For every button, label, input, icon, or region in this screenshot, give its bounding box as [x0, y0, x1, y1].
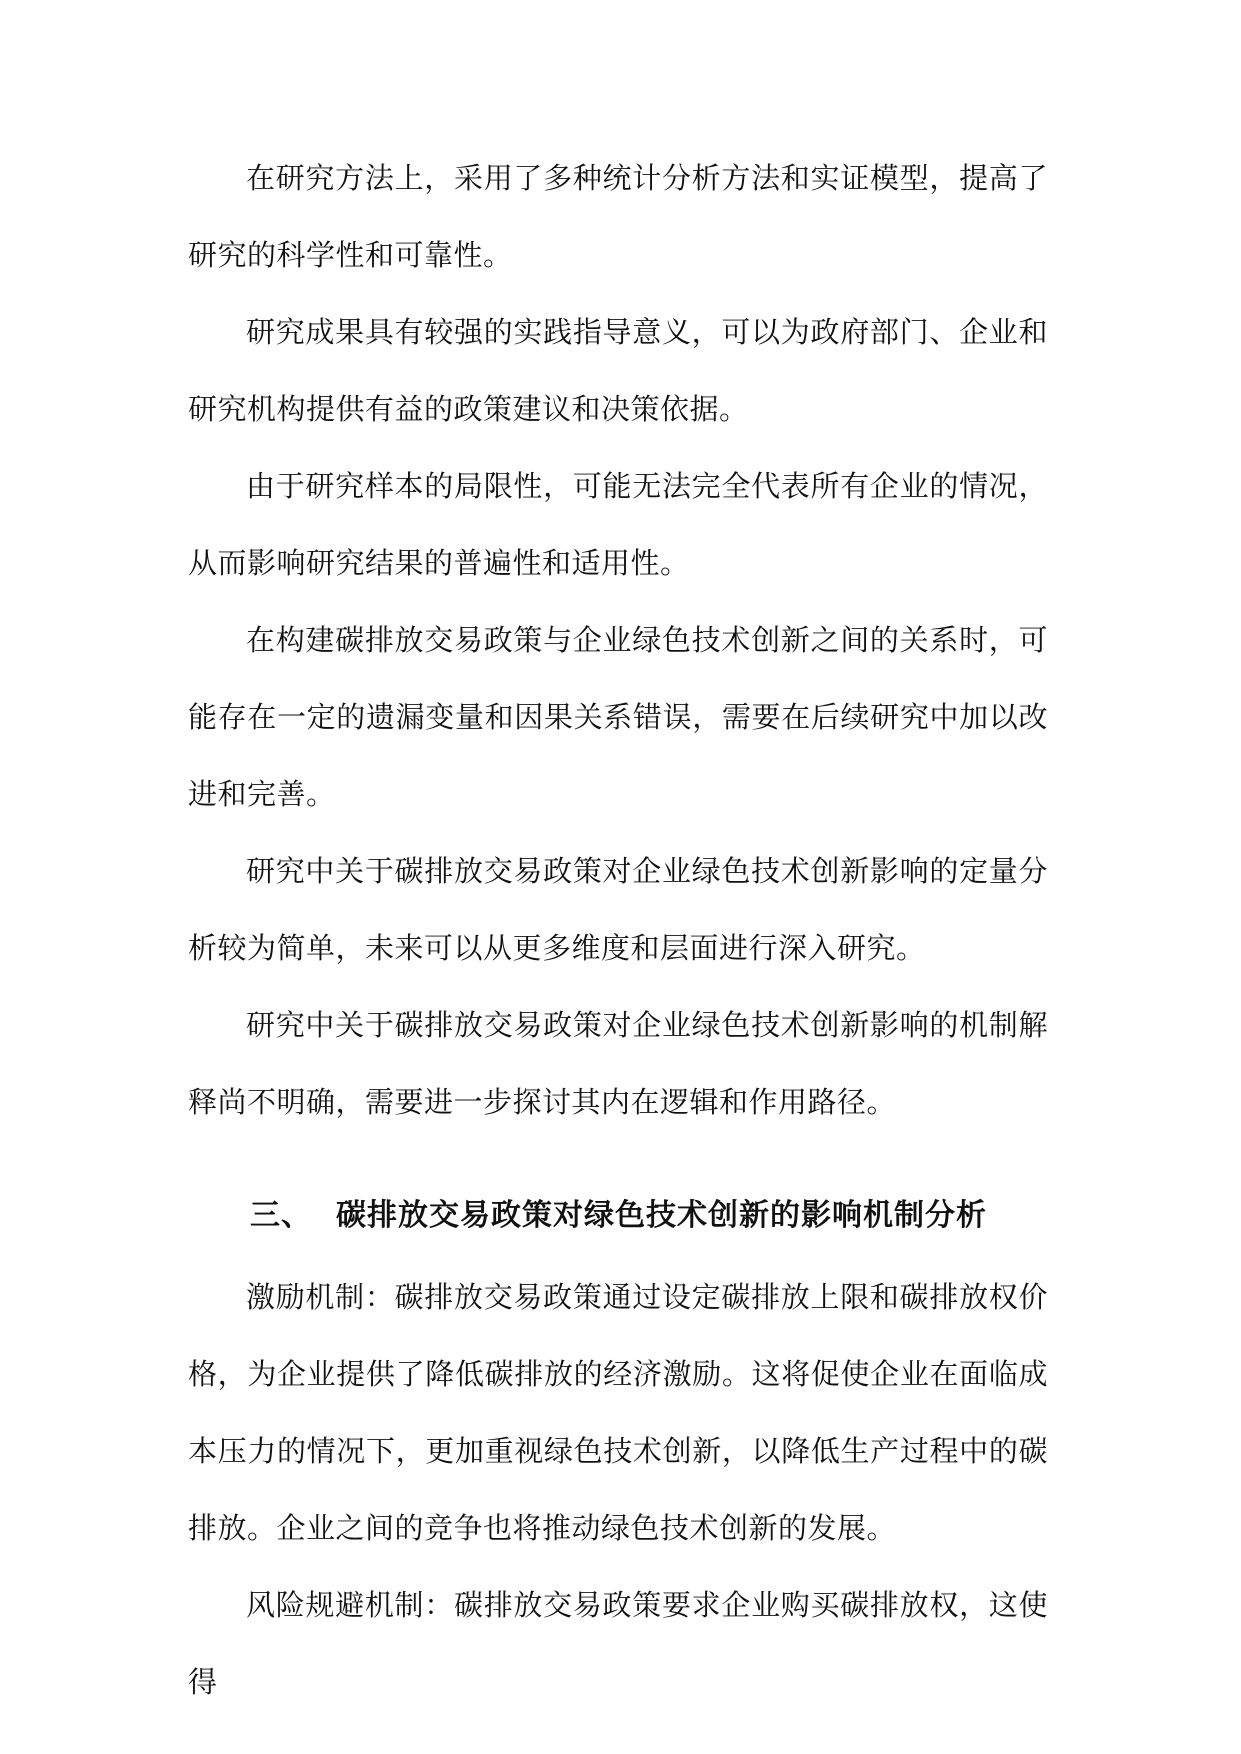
page-content	[188, 140, 1048, 1721]
paragraph-mechanism-explanation: 研究中关于碳排放交易政策对企业绿色技术创新影响的机制解释尚不明确，需要进一步探讨其内在逻辑和作用路径。	[188, 1008, 1048, 1119]
section-heading	[188, 1173, 1048, 1259]
paragraph-quantitative-analysis: 研究中关于碳排放交易政策对企业绿色技术创新影响的定量分析较为简单，未来可以从更多维度和层面进行深入研究。	[188, 854, 1048, 965]
paragraph-sample-limitation: 由于研究样本的局限性，可能无法完全代表所有企业的情况，从而影响研究结果的普遍性和适用性。	[188, 469, 1048, 580]
paragraph-research-methods: 在研究方法上，采用了多种统计分析方法和实证模型，提高了研究的科学性和可靠性。	[188, 161, 1048, 272]
section-title: 碳排放交易政策对绿色技术创新的影响机制分析	[336, 1198, 987, 1233]
paragraph-practical-significance: 研究成果具有较强的实践指导意义，可以为政府部门、企业和研究机构提供有益的政策建议和决策依据。	[188, 315, 1048, 426]
paragraph-omitted-variables: 在构建碳排放交易政策与企业绿色技术创新之间的关系时，可能存在一定的遗漏变量和因果关系错误，需要在后续研究中加以改进和完善。	[188, 623, 1048, 811]
section-number: 三、	[250, 1198, 312, 1233]
paragraph-risk-avoidance-mechanism: 风险规避机制：碳排放交易政策要求企业购买碳排放权，这使得	[188, 1588, 1048, 1699]
paragraph-incentive-mechanism: 激励机制：碳排放交易政策通过设定碳排放上限和碳排放权价格，为企业提供了降低碳排放的经济激励。这将促使企业在面临成本压力的情况下，更加重视绿色技术创新，以降低生产过程中的碳排放。企业之间的竞争也将推动绿色技术创新的发展。	[188, 1280, 1048, 1545]
